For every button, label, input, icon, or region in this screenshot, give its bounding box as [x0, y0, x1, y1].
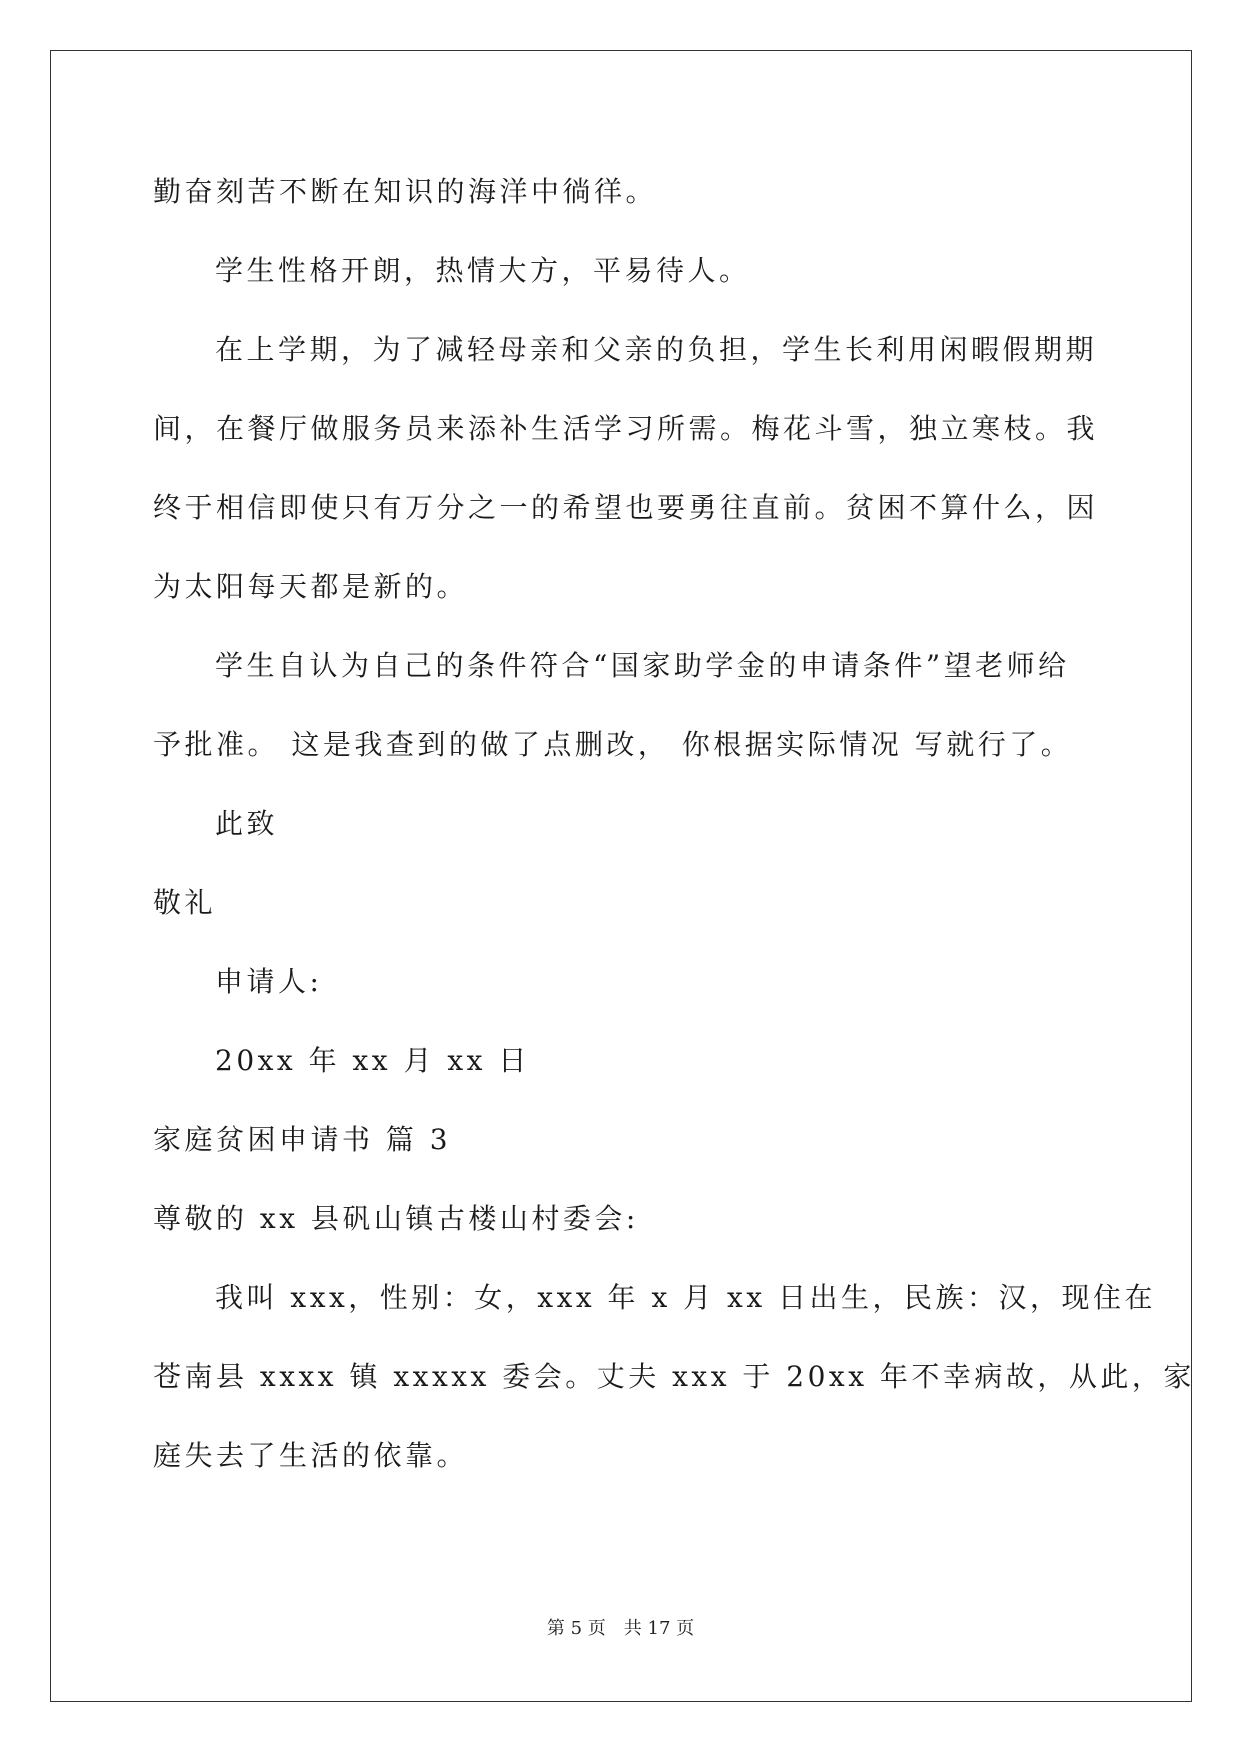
text-line: 在上学期，为了减轻母亲和父亲的负担，学生长利用闲暇假期期 — [215, 333, 1098, 366]
salutation: 敬礼 — [153, 886, 217, 919]
text-line: 间，在餐厅做服务员来添补生活学习所需。梅花斗雪，独立寒枝。我 — [153, 412, 1099, 445]
text-line: 庭失去了生活的依靠。 — [153, 1439, 469, 1472]
text-line: 苍南县 xxxx 镇 xxxxx 委会。丈夫 xxx 于 20xx 年不幸病故，从此，家 — [153, 1360, 1195, 1393]
text-line: 学生性格开朗，热情大方，平易待人。 — [215, 254, 751, 287]
addressee: 尊敬的 xx 县矾山镇古楼山村委会: — [153, 1202, 639, 1235]
text-line: 勤奋刻苦不断在知识的海洋中徜徉。 — [153, 175, 658, 208]
page-number: 第 5 页 共 17 页 — [546, 1618, 695, 1639]
section-title: 家庭贫困申请书 篇 3 — [153, 1123, 452, 1156]
closing-greeting: 此致 — [215, 807, 279, 840]
text-line: 予批准。 这是我查到的做了点删改， 你根据实际情况 写就行了。 — [153, 728, 1073, 761]
text-line: 为太阳每天都是新的。 — [153, 570, 469, 603]
text-line: 终于相信即使只有万分之一的希望也要勇往直前。贫困不算什么，因 — [153, 491, 1099, 524]
date-line: 20xx 年 xx 月 xx 日 — [215, 1044, 530, 1077]
applicant-label: 申请人: — [215, 965, 323, 998]
text-line: 学生自认为自己的条件符合“国家助学金的申请条件”望老师给 — [215, 649, 1070, 682]
text-line: 我叫 xxx，性别：女，xxx 年 x 月 xx 日出生，民族：汉，现住在 — [215, 1281, 1157, 1314]
